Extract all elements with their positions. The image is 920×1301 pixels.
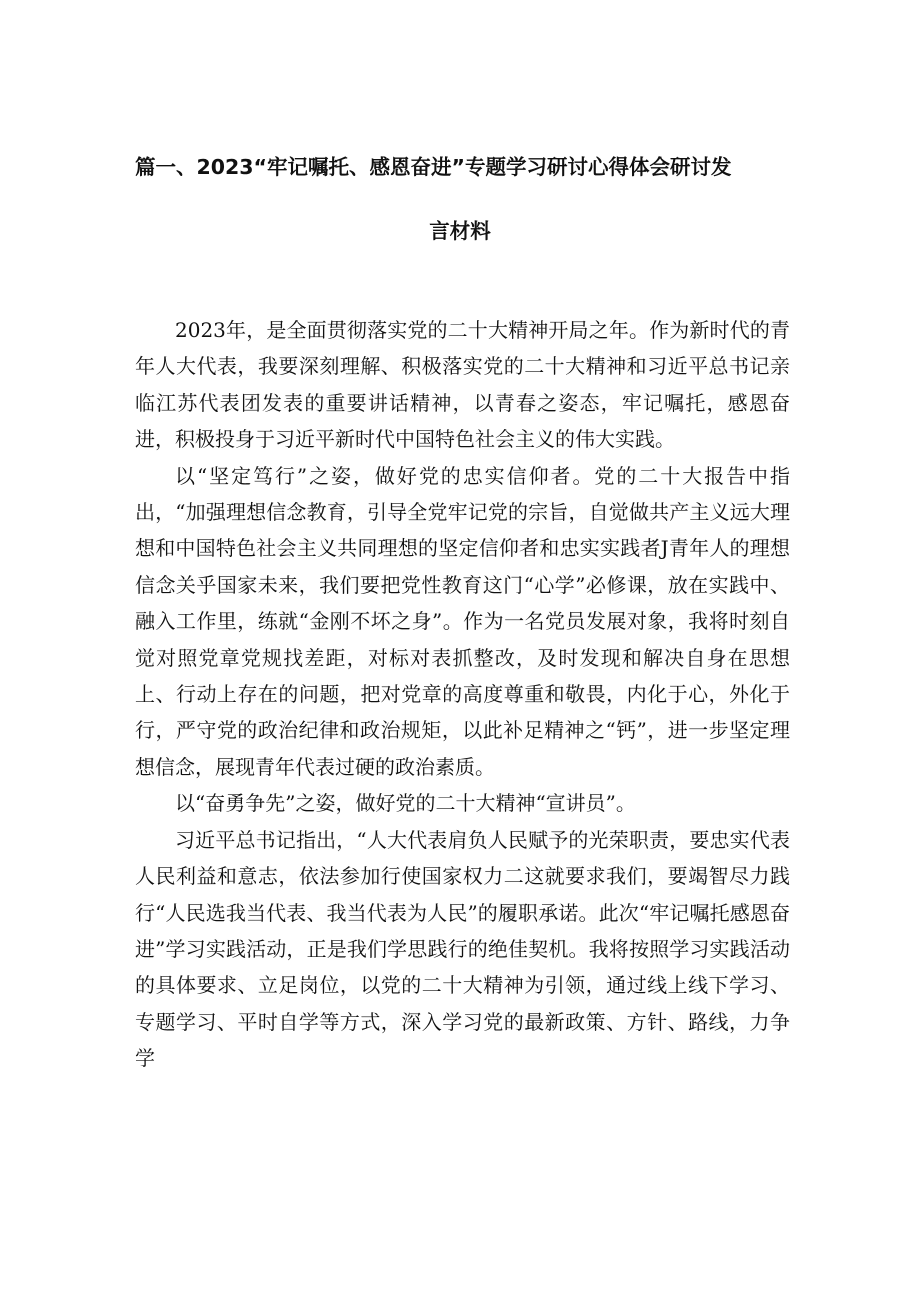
document-body — [135, 312, 790, 1077]
document-title-line-1: 篇一、2023“牢记嘱托、感恩奋进”专题学习研讨心得体会研讨发 — [135, 155, 732, 179]
paragraph-3: 以“奋勇争先”之姿，做好党的二十大精神“宣讲员”。 — [175, 791, 636, 816]
document-title-line-2: 言材料 — [429, 219, 491, 243]
paragraph-1: 2023年，是全面贯彻落实党的二十大精神开局之年。作为新时代的青年人大代表，我要深刻理解、积极落实党的二十大精神和习近平总书记亲临江苏代表团发表的重要讲话精神，以青春之姿态，牢记嘱托，感恩奋进，积极投身于习近平新时代中国特色社会主义的伟大实践。 — [135, 318, 790, 452]
paragraph-2: 以“坚定笃行”之姿，做好党的忠实信仰者。党的二十大报告中指出，“加强理想信念教育，引导全党牢记党的宗旨，自觉做共产主义远大理想和中国特色社会主义共同理想的坚定信仰者和忠实实践者J青年人的理想信念关乎国家未来，我们要把党性教育这门“心学”必修课，放在实践中、融入工作里，练就“金刚不坏之身”。作为一名党员发展对象，我将时刻自觉对照党章党规找差距，对标对表抓整改，及时发现和解决自身在思想上、行动上存在的问题，把对党章的高度尊重和敬畏，内化于心，外化于行，严守党的政治纪律和政治规矩，以此补足精神之“钙”，进一步坚定理想信念，展现青年代表过硬的政治素质。 — [135, 463, 790, 779]
paragraph-4: 习近平总书记指出，“人大代表肩负人民赋予的光荣职责，要忠实代表人民利益和意志，依法参加行使国家权力二这就要求我们，要竭智尽力践行“人民选我当代表、我当代表为人民”的履职承诺。此次“牢记嘱托感恩奋进”学习实践活动，正是我们学思践行的绝佳契机。我将按照学习实践活动的具体要求、立足岗位，以党的二十大精神为引领，通过线上线下学习、专题学习、平时自学等方式，深入学习党的最新政策、方针、路线，力争学 — [135, 827, 790, 1071]
